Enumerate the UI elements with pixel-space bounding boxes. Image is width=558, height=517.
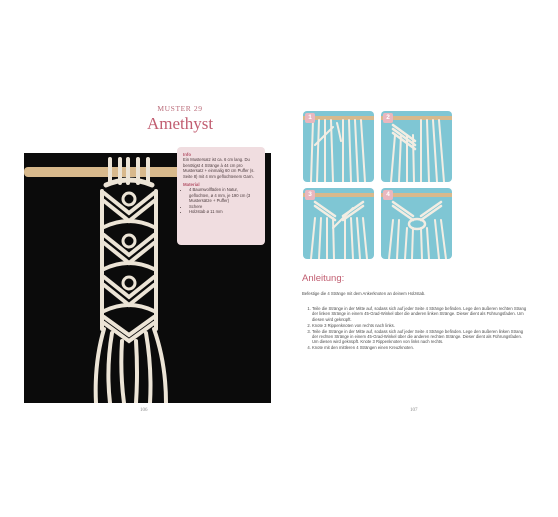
step-badge: 1: [305, 113, 315, 123]
instruction-step: 2. Knote 3 Rippenknoten von rechts nach links.: [312, 323, 527, 328]
knotted-column: [96, 159, 166, 403]
material-label: Material: [183, 182, 200, 188]
instructions-heading: Anleitung:: [302, 273, 345, 284]
instruction-step: 3. Teile die Stränge in der Mitte auf, sodass sich auf jeder Seite 4 Stränge befinden. Lege den äußeren linken Strang der rechten Stränge in einem 45-Grad-Winkel über die anderen rechten Stränge. Dieser dient als Führungsfaden. Um diesen wird geknüpft. Knote 3 Rippenknoten von links nach rechts.: [312, 329, 527, 345]
page-number-right: 107: [410, 408, 418, 413]
info-box: [177, 147, 265, 245]
pattern-number: MUSTER 29: [157, 104, 203, 113]
page-number-left: 106: [140, 408, 148, 413]
step-photo-3: [303, 188, 374, 259]
step-badge: 4: [383, 190, 393, 200]
step-badge: 2: [383, 113, 393, 123]
step-photo-4: [381, 188, 452, 259]
instructions-intro: Befestige die 4 Stränge mit dem Ankerknoten an deinem Holzstab.: [302, 291, 426, 296]
dowel: [24, 167, 186, 177]
material-item: • 4 Baumwollfäden in Natur, geflochten, ø 4 mm, je 190 cm (3 Mustersätze + Puffer): [189, 187, 259, 203]
step-photo-1: [303, 111, 374, 182]
info-text: Ein Mustersatz ist ca. 6 cm lang. Du benötigst 4 Stränge à 44 cm pro Mustersatz + einmalig 60 cm Puffer (s. Seite 8) mit 4 mm geflochtenem Garn.: [183, 157, 255, 179]
right-page: [284, 80, 554, 436]
instructions-list: [302, 306, 527, 351]
instruction-step: 4. Knote mit den mittleren 4 Strängen einen Kreuzknoten.: [312, 345, 527, 350]
material-item: • Holzstab ø 11 mm: [189, 209, 259, 214]
pattern-title: Amethyst: [146, 114, 214, 133]
left-page: [10, 80, 280, 436]
step-badge: 3: [305, 190, 315, 200]
material-list: [183, 187, 259, 214]
material-item: • Schere: [189, 204, 259, 209]
step-photo-2: [381, 111, 452, 182]
info-label: Info: [183, 152, 192, 157]
instruction-step: 1. Teile die Stränge in der Mitte auf, sodass sich auf jeder Seite 4 Stränge befinden. Lege den äußeren rechten Strang der linken Stränge in einem 45-Grad-Winkel über die anderen linken Stränge. Dieser dient als Führungsfaden. Um diesen wird geknüpft.: [312, 306, 527, 322]
